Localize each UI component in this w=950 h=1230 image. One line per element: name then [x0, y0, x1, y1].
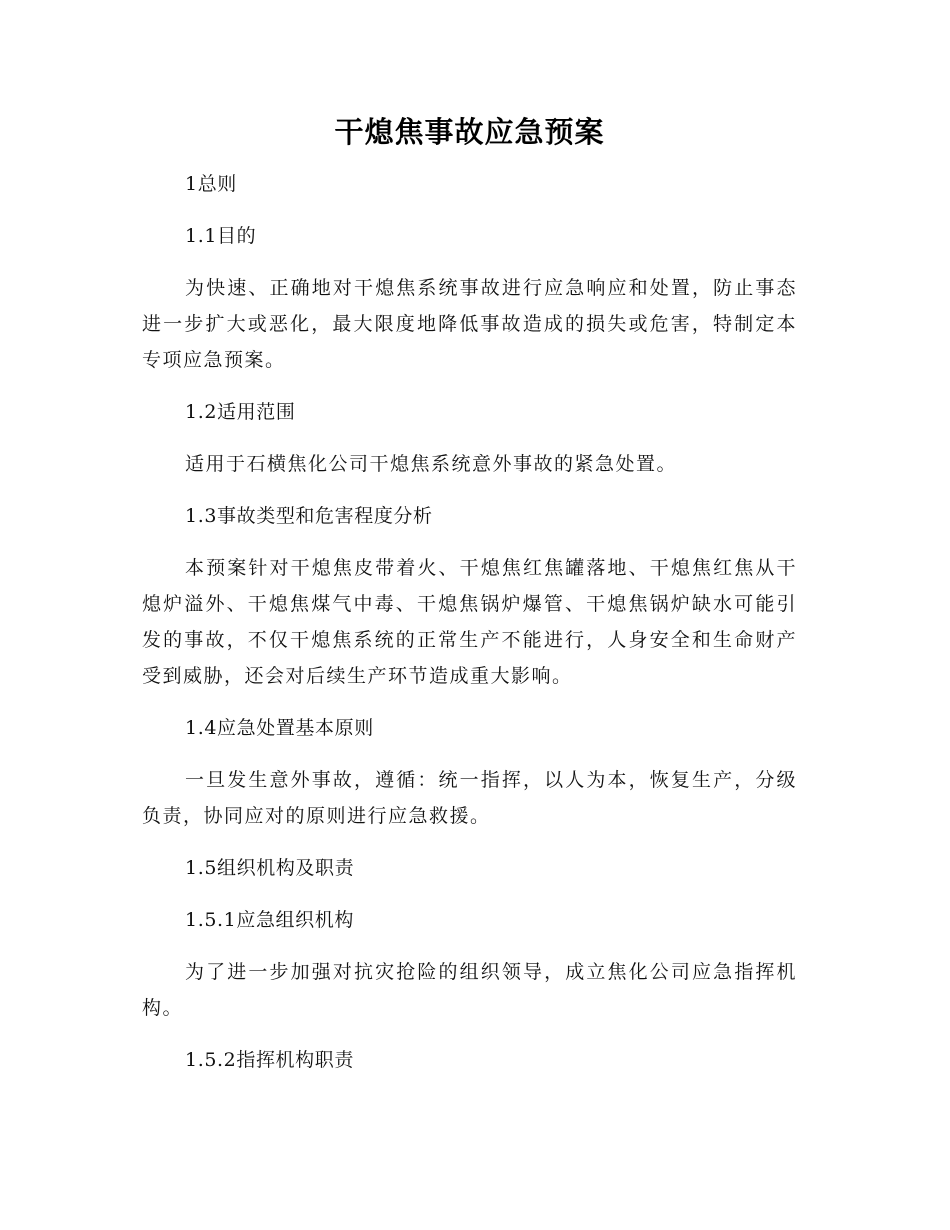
section-heading-principles: 1.4应急处置基本原则 [185, 717, 374, 739]
section-heading-command-duties: 1.5.2指挥机构职责 [185, 1049, 354, 1071]
paragraph-purpose: 为快速、正确地对干熄焦系统事故进行应急响应和处置，防止事态进一步扩大或恶化，最大限度地降低事故造成的损失或危害，特制定本专项应急预案。 [142, 277, 797, 371]
paragraph-scope: 适用于石横焦化公司干熄焦系统意外事故的紧急处置。 [185, 453, 678, 475]
section-heading-general: 1总则 [185, 173, 237, 195]
paragraph-principles: 一旦发生意外事故，遵循：统一指挥，以人为本，恢复生产，分级负责，协同应对的原则进行应急救援。 [142, 769, 797, 827]
paragraph-accident-types: 本预案针对干熄焦皮带着火、干熄焦红焦罐落地、干熄焦红焦从干熄炉溢外、干熄焦煤气中毒、干熄焦锅炉爆管、干熄焦锅炉缺水可能引发的事故，不仅干熄焦系统的正常生产不能进行，人身安全和生命财产受到威胁，还会对后续生产环节造成重大影响。 [142, 557, 797, 687]
section-heading-accident-types: 1.3事故类型和危害程度分析 [185, 505, 433, 527]
section-heading-purpose: 1.1目的 [185, 225, 257, 247]
section-heading-emergency-organization: 1.5.1应急组织机构 [185, 909, 354, 931]
section-heading-scope: 1.2适用范围 [185, 401, 296, 423]
document-title: 干熄焦事故应急预案 [334, 115, 605, 149]
paragraph-emergency-organization: 为了进一步加强对抗灾抢险的组织领导，成立焦化公司应急指挥机构。 [142, 961, 797, 1019]
section-heading-organization: 1.5组织机构及职责 [185, 857, 355, 879]
document-body [142, 110, 797, 1094]
